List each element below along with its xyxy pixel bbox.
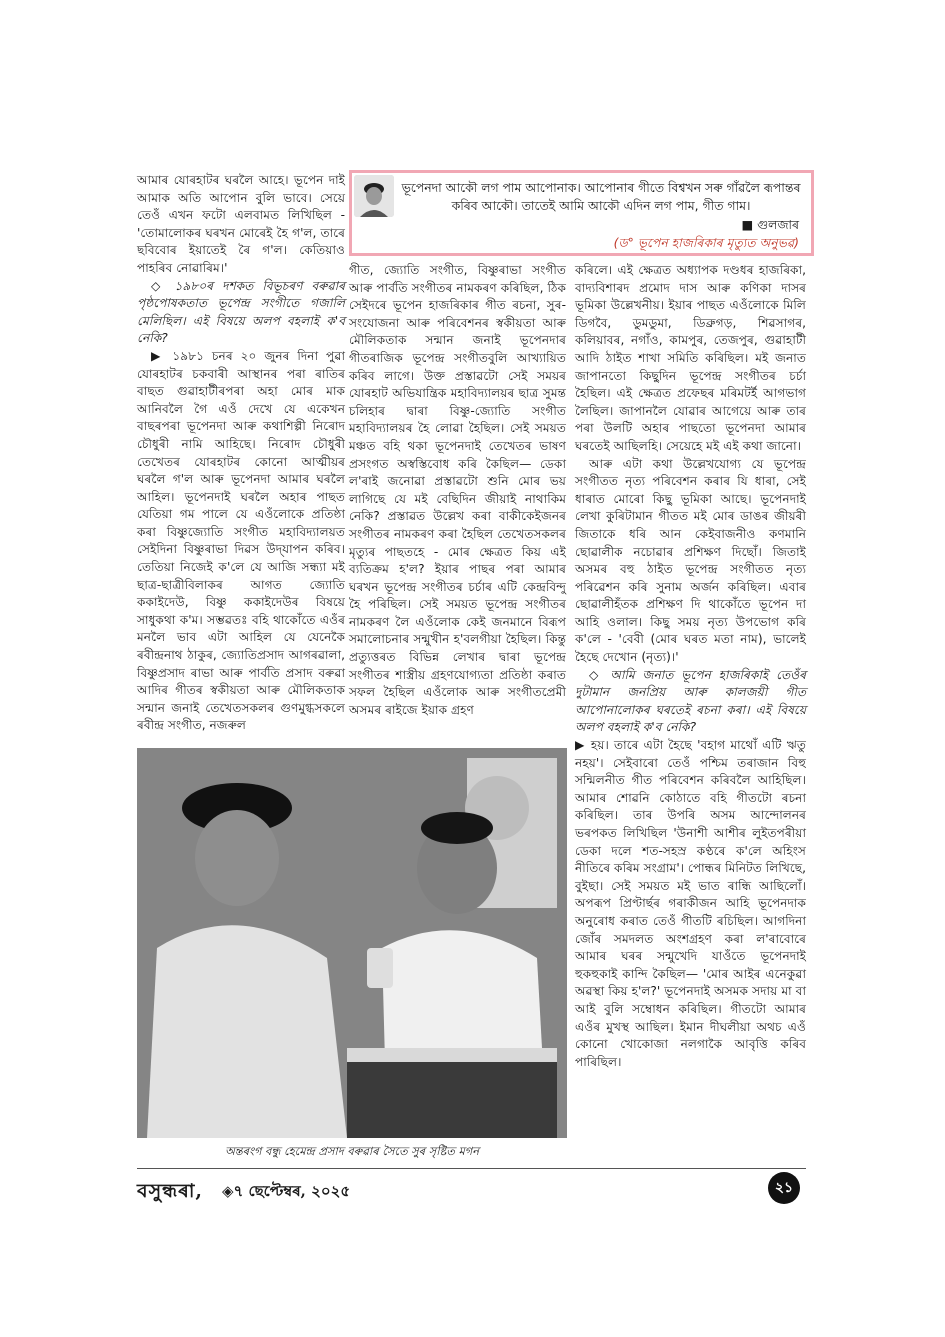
issue-date: ◈৭ ছেপ্টেম্বৰ, ২০২৫ [222, 1182, 351, 1200]
interview-answer: ▶ হয়। তাৰে এটা হৈছে 'বহাগ মাথোঁ এটি ঋতু নহয়'। সেইবাৰো তেওঁ পশ্চিম তৰাজান বিহু সন্মিলনীত গীত পৰিবেশন কৰিবলৈ আহিছিল। আমাৰ শোৱনি কোঠাতে বহি গীতটো ৰচনা কৰিছিল। তাৰ উপৰি অসম আন্দোলনৰ ভৰপকত লিখিছিল 'উনাশী আশীৰ লুইতপৰীয়া ডেকা দলে শত-সহস্ৰ কণ্ঠৰে ক'লে অহিংস নীতিৰে কৰিম সংগ্ৰাম'। পোন্ধৰ মিনিটত লিখিছে, বুইছা। সেই সময়ত মই ভাত ৰান্ধি আছিলোঁ। অপৰূপ প্ৰিণ্টাৰ্ছৰ গৰাকীজন আহি ভূপেনদাক অনুৰোধ কৰাত তেওঁ গীতটি ৰচিছিল। আগদিনা জোঁৰ সমদলত অংশগ্ৰহণ কৰা ল'ৰাবোৰে আমাৰ ঘৰৰ সন্মুখেদি যাওঁতে ভূপেনদাই হুকহুকাই কান্দি কৈছিল— 'মোৰ আইৰ এনেকুৱা অৱস্থা কিয় হ'ল?' ভূপেনদাই অসমক সদায় মা বা আই বুলি সম্বোধন কৰিছিল। গীতটো আমাৰ এওঁৰ মুখস্থ আছিল। ইমান দীঘলীয়া অথচ এওঁ কোনো খোকোজা নলগাকৈ আবৃত্তি কৰিব পাৰিছিল। [575, 737, 806, 1071]
article-column-2 [349, 262, 566, 719]
paragraph: আৰু এটা কথা উল্লেখযোগ্য যে ভূপেন্দ্ৰ সংগীতত নৃত্য পৰিবেশন কৰাৰ যি ধাৰা, সেই ধাৰাত মোৰো কিছু ভূমিকা আছে। ভূপেনদাই লেখা কুৰিটামান গীতত মই মোৰ ডাঙৰ জীয়ৰী জিতাকে ধৰি আন কেইবাজনীও কণমানি ছোৱালীক নচোৱাৰ প্ৰশিক্ষণ দিছোঁ। জিতাই অসমৰ বহু ঠাইত ভূপেন্দ্ৰ সংগীতত নৃত্য পৰিৱেশন কৰি সুনাম অৰ্জন কৰিছিল। এবাৰ ছোৱালীহঁতক প্ৰশিক্ষণ দি থাকোঁতে ভূপেন দা আহি ওলাল। কিছু সময় নৃত্য উপভোগ কৰি ক'লে - 'বেবী (মোৰ ঘৰত মতা নাম), ভালেই হৈছে দেখোন (নৃত্য)।' [575, 456, 806, 665]
paragraph: আমাৰ যোৰহাটৰ ঘৰলৈ আহে। ভূপেন দাই আমাক অতি আপোন বুলি ভাবে। সেয়ে তেওঁ এখন ফটো এলবামত লিখিছিল - 'তোমালোকৰ ঘৰখন মোৰেই হৈ গ'ল, তাৰে ছবিবোৰ ইয়াতেই ৰৈ গ'ল। কেতিয়াও পাহৰিব নোৱাৰিম।' [137, 173, 345, 275]
interview-question: ◇ ১৯৮০ৰ দশকত বিভূচৰণ বৰুৱাৰ পৃষ্ঠপোষকতাত ভূপেন্দ্ৰ সংগীতে গজালি মেলিছিল। এই বিষয়ে অলপ বহলাই ক'ব নেকি? [137, 278, 345, 346]
portrait-sketch-icon [354, 175, 394, 217]
quote-source: (ড° ভূপেন হাজৰিকাৰ মৃত্যুত অনুভৱ) [613, 235, 799, 250]
interview-answer: ▶ ১৯৮১ চনৰ ২০ জুনৰ দিনা পুৱা যোৰহাটৰ চকবাৰী আস্থানৰ পৰা ৰাতিৰ বাছত গুৱাহাটীৰপৰা অহা মোৰ মাক আনিবলৈ গৈ এওঁ দেখে যে একেখন বাছৰপৰা ভূপেনদা আৰু কথাশিল্পী নিৰোদ চৌধুৰী নামি আহিছে। নিৰোদ চৌধুৰী তেখেতৰ যোৰহাটৰ কোনো আত্মীয়ৰ ঘৰলৈ গ'ল আৰু ভূপেনদা আমাৰ ঘৰলৈ আহিল। ভূপেনদাই ঘৰলৈ অহাৰ পাছত যেতিয়া গম পালে যে এওঁলোকে প্ৰতিষ্ঠা কৰা বিষ্ণুজ্যোতি সংগীত মহাবিদ্যালয়ত সেইদিনা বিষ্ণুৰাভা দিৱস উদ্‌যাপন কৰিব। তেতিয়া নিজেই ক'লে যে আজি সন্ধ্যা মই ছাত্ৰ-ছাত্ৰীবিলাকৰ আগত জ্যোতি ককাইদেউ, বিষ্ণু ককাইদেউৰ বিষয়ে সাধুকথা ক'ম। সম্ভৱতঃ বহি থাকোঁতে এওঁৰ মনলৈ ভাব এটা আহিল যে যেনেকৈ ৰবীন্দ্ৰনাথ ঠাকুৰ, জ্যোতিপ্ৰসাদ আগৰৱালা, বিষ্ণুপ্ৰসাদ ৰাভা আৰু পাৰ্বতি প্ৰসাদ বৰুৱা আদিৰ গীতৰ স্বকীয়তা আৰু মৌলিকতাক সন্মান জনাই তেখেতসকলৰ গুণমুগ্ধসকলে ৰবীন্দ্ৰ সংগীত, নজৰুল [137, 348, 345, 735]
photo-caption: অন্তৰংগ বন্ধু হেমেন্দ্ৰ প্ৰসাদ বৰুৱাৰ সৈতে সুৰ সৃষ্টিত মগন [224, 1144, 480, 1158]
portrait-thumbnail [354, 175, 394, 217]
magazine-name: বসুন্ধৰা, [137, 1180, 203, 1202]
paragraph: গীত, জ্যোতি সংগীত, বিষ্ণুৰাভা সংগীত আৰু পাৰ্বতি সংগীতৰ নামকৰণ কৰিছিল, ঠিক সেইদৰে ভূপেন হাজৰিকাৰ গীত ৰচনা, সুৰ-সংযোজনা আৰু পৰিবেশনৰ স্বকীয়তা আৰু মৌলিকতাক সন্মান জনাই ভূপেনদাৰ গীতৰাজিক ভূপেন্দ্ৰ সংগীতবুলি আখ্যায়িত কৰিব লাগে। উক্ত প্ৰস্তাৱটো সেই সময়ৰ যোৰহাট অভিযান্ত্ৰিক মহাবিদ্যালয়ৰ ছাত্ৰ সুমন্ত চলিহাৰ দ্বাৰা বিষ্ণু-জ্যোতি সংগীত মহাবিদ্যালয়ৰ হৈ লোৱা হৈছিল। সেই সময়ত মঞ্চত বহি থকা ভূপেনদাই তেখেতৰ ভাষণ প্ৰসংগত অস্বস্তিবোধ কৰি কৈছিল— ডেকা ল'ৰাই জনোৱা প্ৰস্তাৱটো শুনি মোৰ ভয় লাগিছে যে মই বেছিদিন জীয়াই নাথাকিম নেকি? প্ৰস্তাৱত উল্লেখ কৰা বাকীকেইজনৰ সংগীতৰ নামকৰণ কৰা হৈছিল তেখেতসকলৰ মৃত্যুৰ পাছতহে - মোৰ ক্ষেত্ৰত কিয় এই ব্যতিক্ৰম হ'ল? ইয়াৰ পাছৰ পৰা আমাৰ ঘৰখন ভূপেন্দ্ৰ সংগীতৰ চৰ্চাৰ এটি কেন্দ্ৰবিন্দু হৈ পৰিছিল। সেই সময়ত ভূপেন্দ্ৰ সংগীতৰ নামকৰণ লৈ এওঁলোক কেই জনমানে বিৰূপ সমালোচনাৰ সন্মুখীন হ'বলগীয়া হৈছিল। কিন্তু প্ৰত্যুত্তৰত বিভিন্ন লেখাৰ দ্বাৰা ভূপেন্দ্ৰ সংগীতৰ শাস্ত্ৰীয় গ্ৰহণযোগ্যতা প্ৰতিষ্ঠা কৰাত সফল হৈছিল এওঁলোক আৰু সংগীতপ্ৰেমী অসমৰ ৰাইজে ইয়াক গ্ৰহণ [349, 263, 566, 717]
paragraph: কৰিলে। এই ক্ষেত্ৰত অধ্যাপক দণ্ডধৰ হাজৰিকা, বাদ্যবিশাৰদ প্ৰমোদ দাস আৰু কণিকা দাসৰ ভূমিকা উল্লেখনীয়। ইয়াৰ পাছত এওঁলোকে মিলি ডিগবৈ, ডুমডুমা, ডিব্ৰুগড়, শিৱসাগৰ, কলিয়াবৰ, নগাঁও, কামপুৰ, তেজপুৰ, গুৱাহাটী আদি ঠাইত শাখা সমিতি কৰিছিল। মই জনাত জাপানতো কিছুদিন ভূপেন্দ্ৰ সংগীতৰ চৰ্চা হৈছিল। এই ক্ষেত্ৰত প্ৰফেছৰ মৰিমটৰ্ই আগভাগ লৈছিল। জাপানলৈ যোৱাৰ আগেয়ে আৰু তাৰ পৰা উলটি অহাৰ পাছতো ভূপেনদা আমাৰ ঘৰতেই আছিলহি। সেয়েহে মই এই কথা জানো। [575, 263, 806, 453]
quote-author: ■ গুলজাৰ [741, 217, 799, 237]
article-column-3 [575, 262, 806, 1071]
pull-quote-box [349, 170, 814, 256]
interview-question: ◇ আমি জনাত ভূপেন হাজৰিকাই তেওঁৰ দুটামান জনপ্ৰিয় আৰু কালজয়ী গীত আপোনালোকৰ ঘৰতেই ৰচনা কৰা। এই বিষয়ে অলপ বহলাই ক'ব নেকি? [575, 667, 806, 735]
footer-divider [137, 1168, 806, 1169]
quote-text: ভূপেনদা আকৌ লগ পাম আপোনাক। আপোনাৰ গীতে বিশ্বখন সৰু গাঁৱলৈ ৰূপান্তৰ কৰিব আকৌ। তাতেই আমি আকৌ এদিন লগ পাম, গীত গাম। [401, 180, 801, 213]
photo-two-men-singing [137, 748, 567, 1138]
page-number: ২১ [768, 1172, 800, 1204]
article-photo [137, 748, 567, 1138]
article-column-1 [137, 172, 345, 735]
